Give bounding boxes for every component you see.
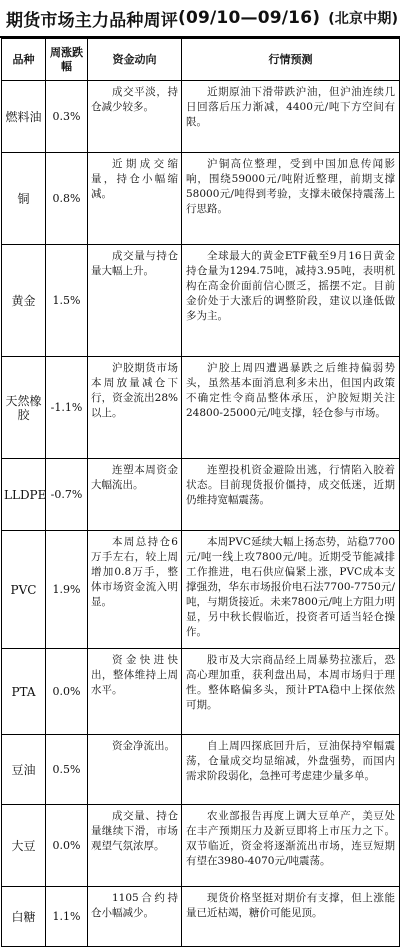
row-forecast: 本周PVC延续大幅上扬态势，站稳7700元/吨一线上攻7800元/吨。近期受节能减排工作推进，电石供应偏紧上涨，PVC成本支撑强劲，华东市场报价电石法7700-7750元/吨，与期货接近。未来7800元/吨上方阻力明显，另中秋长假临近，投资者可适当轻仓操作。 (182, 531, 400, 649)
row-forecast: 农业部报告再度上调大豆单产，美豆处在丰产预期压力及新豆即将上市压力之下。双节临近，资金将逐渐流出市场，连豆短期有望在3980-4070元/吨震荡。 (182, 805, 400, 887)
table-row (2, 531, 400, 649)
row-change: 1.1% (46, 887, 88, 947)
review-table (1, 38, 400, 947)
row-flow (88, 81, 182, 153)
table-row (2, 357, 400, 459)
title-main: 期货市场主力品种周评 (6, 10, 178, 31)
row-name: 白糖 (2, 887, 46, 947)
row-forecast: 自上周四探底回升后，豆油保持窄幅震荡，仓量成交均显缩减，外盘强势，而国内需求阶段弱化，急挫可考虑建少量多单。 (182, 735, 400, 805)
row-forecast: 股市及大宗商品经上周暴势拉涨后，恐高心理加重，获利盘出局，本周市场归于理性。整体略偏多头，预计PTA稳中上探依然可期。 (182, 649, 400, 735)
row-forecast: 现货价格坚挺对期价有支撑，但上涨能量已近枯竭，糖价可能见顶。 (182, 887, 400, 947)
row-flow (88, 735, 182, 805)
row-change: 0.0% (46, 805, 88, 887)
row-name: 大豆 (2, 805, 46, 887)
row-change: 1.9% (46, 531, 88, 649)
table-row (2, 887, 400, 947)
row-name: PVC (2, 531, 46, 649)
row-flow-text: 近期成交缩量，持仓小幅缩减。 (91, 158, 178, 200)
row-change: -1.1% (46, 357, 88, 459)
row-change: 0.0% (46, 649, 88, 735)
row-change: 0.3% (46, 81, 88, 153)
row-flow (88, 245, 182, 357)
row-change: -0.7% (46, 459, 88, 531)
row-flow-text: 本周总持仓6万手左右，较上周增加0.8万手，整体市场资金流入明显。 (91, 536, 178, 608)
row-change: 1.5% (46, 245, 88, 357)
row-flow-text: 连塑本周资金大幅流出。 (91, 464, 178, 491)
row-flow-text: 成交平淡，持仓减少较多。 (91, 86, 178, 113)
review-table-frame (0, 36, 400, 928)
row-forecast: 沪铜高位整理，受到中国加息传闻影响，围绕59000元/吨附近整理，前期支撑58000元/吨得到考验，支撑未破保持震荡上行思路。 (182, 153, 400, 245)
row-flow-text: 资金净流出。 (112, 740, 175, 752)
row-name: 燃料油 (2, 81, 46, 153)
row-change: 0.8% (46, 153, 88, 245)
row-flow (88, 153, 182, 245)
row-name: PTA (2, 649, 46, 735)
title-source: (北京中期) (328, 11, 399, 27)
row-flow-text: 1105合约持仓小幅减少。 (91, 892, 178, 919)
table-row (2, 245, 400, 357)
row-forecast: 连塑投机资金避险出逃，行情陷入胶着状态。目前现货报价僵持，成交低迷，近期仍维持宽幅震荡。 (182, 459, 400, 531)
row-flow-text: 成交量、持仓量继续下滑，市场观望气氛浓厚。 (91, 810, 178, 852)
table-row (2, 805, 400, 887)
table-row (2, 153, 400, 245)
row-flow (88, 805, 182, 887)
table-row (2, 81, 400, 153)
row-flow (88, 887, 182, 947)
row-flow (88, 459, 182, 531)
row-name: 铜 (2, 153, 46, 245)
row-name: 豆油 (2, 735, 46, 805)
page-title (0, 0, 400, 36)
header-forecast: 行情预测 (182, 39, 400, 81)
table-row (2, 459, 400, 531)
table-row (2, 649, 400, 735)
header-flow: 资金动向 (88, 39, 182, 81)
row-forecast: 全球最大的黄金ETF截至9月16日黄金持仓量为1294.75吨，减持3.95吨，表明机构在高金价面前信心匮乏，摇摆不定。目前金价处于大涨后的调整阶段，建议以逢低做多为主。 (182, 245, 400, 357)
table-header-row (2, 39, 400, 81)
title-range: (09/10—09/16) (178, 8, 321, 28)
table-row (2, 735, 400, 805)
row-name: 天然橡胶 (2, 357, 46, 459)
row-name: 黄金 (2, 245, 46, 357)
row-flow-text: 沪胶期货市场本周放量减仓下行，资金流出28%以上。 (91, 362, 178, 419)
row-flow (88, 531, 182, 649)
row-flow (88, 357, 182, 459)
row-forecast: 近期原油下滑带跌沪油，但沪油连续几日回落后压力渐减，4400元/吨下方空间有限。 (182, 81, 400, 153)
row-name: LLDPE (2, 459, 46, 531)
row-flow-text: 成交量与持仓量大幅上升。 (91, 250, 178, 277)
row-flow-text: 资金快进快出，整体维持上周水平。 (91, 654, 178, 696)
header-change: 周涨跌幅 (46, 39, 88, 81)
row-forecast: 沪胶上周四遭遇暴跌之后维持偏弱势头，虽然基本面消息利多未出，但国内政策不确定性令商品整体承压，沪胶短期关注24800-25000元/吨支撑，轻仓参与市场。 (182, 357, 400, 459)
header-name: 品种 (2, 39, 46, 81)
row-flow (88, 649, 182, 735)
row-change: 0.5% (46, 735, 88, 805)
